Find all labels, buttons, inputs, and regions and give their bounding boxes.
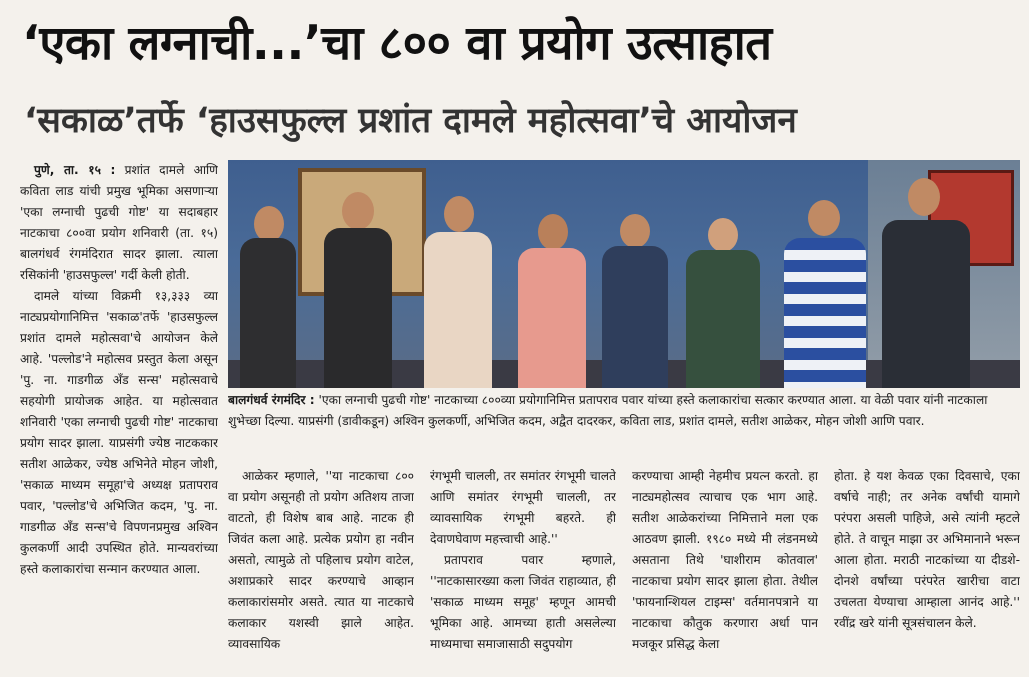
headline: ‘एका लग्नाची...’चा ८०० वा प्रयोग उत्साहात: [22, 16, 772, 71]
column-3-text-b: प्रतापराव पवार म्हणाले, ''नाटकासारख्या कला जिवंत राहाव्यात, ही 'सकाळ माध्यम समूह' म्हणून आमची भूमिका आहे. आमच्या हाती असलेल्या माध्यमाचा समाजासाठी सदुपयोग: [430, 553, 616, 651]
person-2: [320, 174, 396, 388]
left-para-1: प्रशांत दामले आणि कविता लाड यांची प्रमुख भूमिका असणाऱ्या 'एका लग्नाची पुढची गोष्ट' या सदाबहार नाटकाचा ८००वा प्रयोग शनिवारी (ता. १५) बालगंधर्व रंगमंदिरात सादर झाला. त्याला रसिकांनी 'हाउसफुल्ल' गर्दी केली होती.: [20, 163, 218, 282]
person-7: [780, 184, 870, 388]
column-5: [834, 466, 1020, 672]
column-3-text-a: रंगभूमी चालली, तर समांतर रंगभूमी चालते आणि समांतर रंगभूमी चालली, तर व्यावसायिक रंगभूमी बहरते. ही देवाणघेवाण महत्त्वाची आहे.'': [430, 469, 616, 546]
person-5: [598, 196, 672, 388]
photo-caption: [228, 390, 1024, 454]
subheadline: ‘सकाळ’तर्फे ‘हाउसफुल्ल प्रशांत दामले महोत्सवा’चे आयोजन: [24, 101, 797, 141]
left-column: [20, 160, 218, 672]
event-photo: [228, 160, 1020, 388]
column-5-text: होता. हे यश केवळ एका दिवसाचे, एका वर्षाचे नाही; तर अनेक वर्षांची यामागे परंपरा असली पाहिजे, असे त्यांनी म्हटले होते. ते वाचून माझा उर अभिमानाने भरून आला होता. मराठी नाटकांच्या या दीडशे-दोनशे वर्षांच्या परंपरेत खारीचा वाटा उचलता येण्याचा आम्हाला आनंद आहे.'' रवींद्र खरे यांनी सूत्रसंचालन केले.: [834, 469, 1020, 630]
person-8: [878, 168, 974, 388]
column-2-text: आळेकर म्हणाले, ''या नाटकाचा ८०० वा प्रयोग असूनही तो प्रयोग अतिशय ताजा वाटतो, ही विशेष बाब आहे. नाटक ही जिवंत कला आहे. प्रत्येक प्रयोग हा नवीन असतो, त्यामुळे तो पहिलाच प्रयोग वाटेल, अशाप्रकारे सादर करण्याचे आव्हान कलाकारांसमोर असते. त्यात या नाटकाचे कलाकार यशस्वी झाले आहेत. व्यावसायिक: [228, 469, 414, 651]
column-3: [430, 466, 616, 672]
caption-text: 'एका लग्नाची पुढची गोष्ट' नाटकाच्या ८००व्या प्रयोगानिमित्त प्रतापराव पवार यांच्या हस्ते कलाकारांचा सत्कार करण्यात आला. या वेळी पवार यांनी नाटकाला शुभेच्छा दिल्या. याप्रसंगी (डावीकडून) अश्विन कुलकर्णी, अभिजित कदम, अद्वैत दादरकर, कविता लाड, प्रशांत दामले, सतीश आळेकर, मोहन जोशी आणि पवार.: [228, 393, 988, 428]
column-2: [228, 466, 414, 672]
person-6: [682, 202, 764, 388]
person-4: [514, 198, 590, 388]
person-3: [420, 178, 496, 388]
caption-lead: बालगंधर्व रंगमंदिर :: [228, 393, 315, 407]
column-4: [632, 466, 818, 672]
column-4-text: करण्याचा आम्ही नेहमीच प्रयत्न करतो. हा नाट्यमहोत्सव त्याचाच एक भाग आहे. सतीश आळेकरांच्या निमित्ताने मला एक आठवण झाली. १९८० मध्ये मी लंडनमध्ये असताना तिथे 'घाशीराम कोतवाल' नाटकाचा प्रयोग सादर झाला होता. तेथील 'फायनान्शियल टाइम्स' वर्तमानपत्राने या नाटकाचा कौतुक करणारा अर्धा पान मजकूर प्रसिद्ध केला: [632, 469, 818, 651]
left-para-2: दामले यांच्या विक्रमी १३,३३३ व्या नाट्यप्रयोगानिमित्त 'सकाळ'तर्फे 'हाउसफुल्ल प्रशांत दामले महोत्सवा'चे आयोजन केले आहे. 'पल्लोड'ने महोत्सव प्रस्तुत केला असून 'पु. ना. गाडगीळ अँड सन्स' महोत्सवाचे सहयोगी प्रायोजक आहेत. या महोत्सवात शनिवारी 'एका लग्नाची पुढची गोष्ट' नाटकाचा प्रयोग सादर झाला. याप्रसंगी ज्येष्ठ नाटककार सतीश आळेकर, ज्येष्ठ अभिनेते मोहन जोशी, 'सकाळ माध्यम समूहा'चे अध्यक्ष प्रतापराव पवार, 'पल्लोड'चे अभिजित कदम, 'पु. ना. गाडगीळ अँड सन्स'चे विपणनप्रमुख अश्विन कुलकर्णी आदी उपस्थित होते. मान्यवरांच्या हस्ते कलाकारांचा सन्मान करण्यात आला.: [20, 289, 218, 576]
dateline: पुणे, ता. १५ :: [34, 163, 116, 177]
person-1: [236, 188, 300, 388]
